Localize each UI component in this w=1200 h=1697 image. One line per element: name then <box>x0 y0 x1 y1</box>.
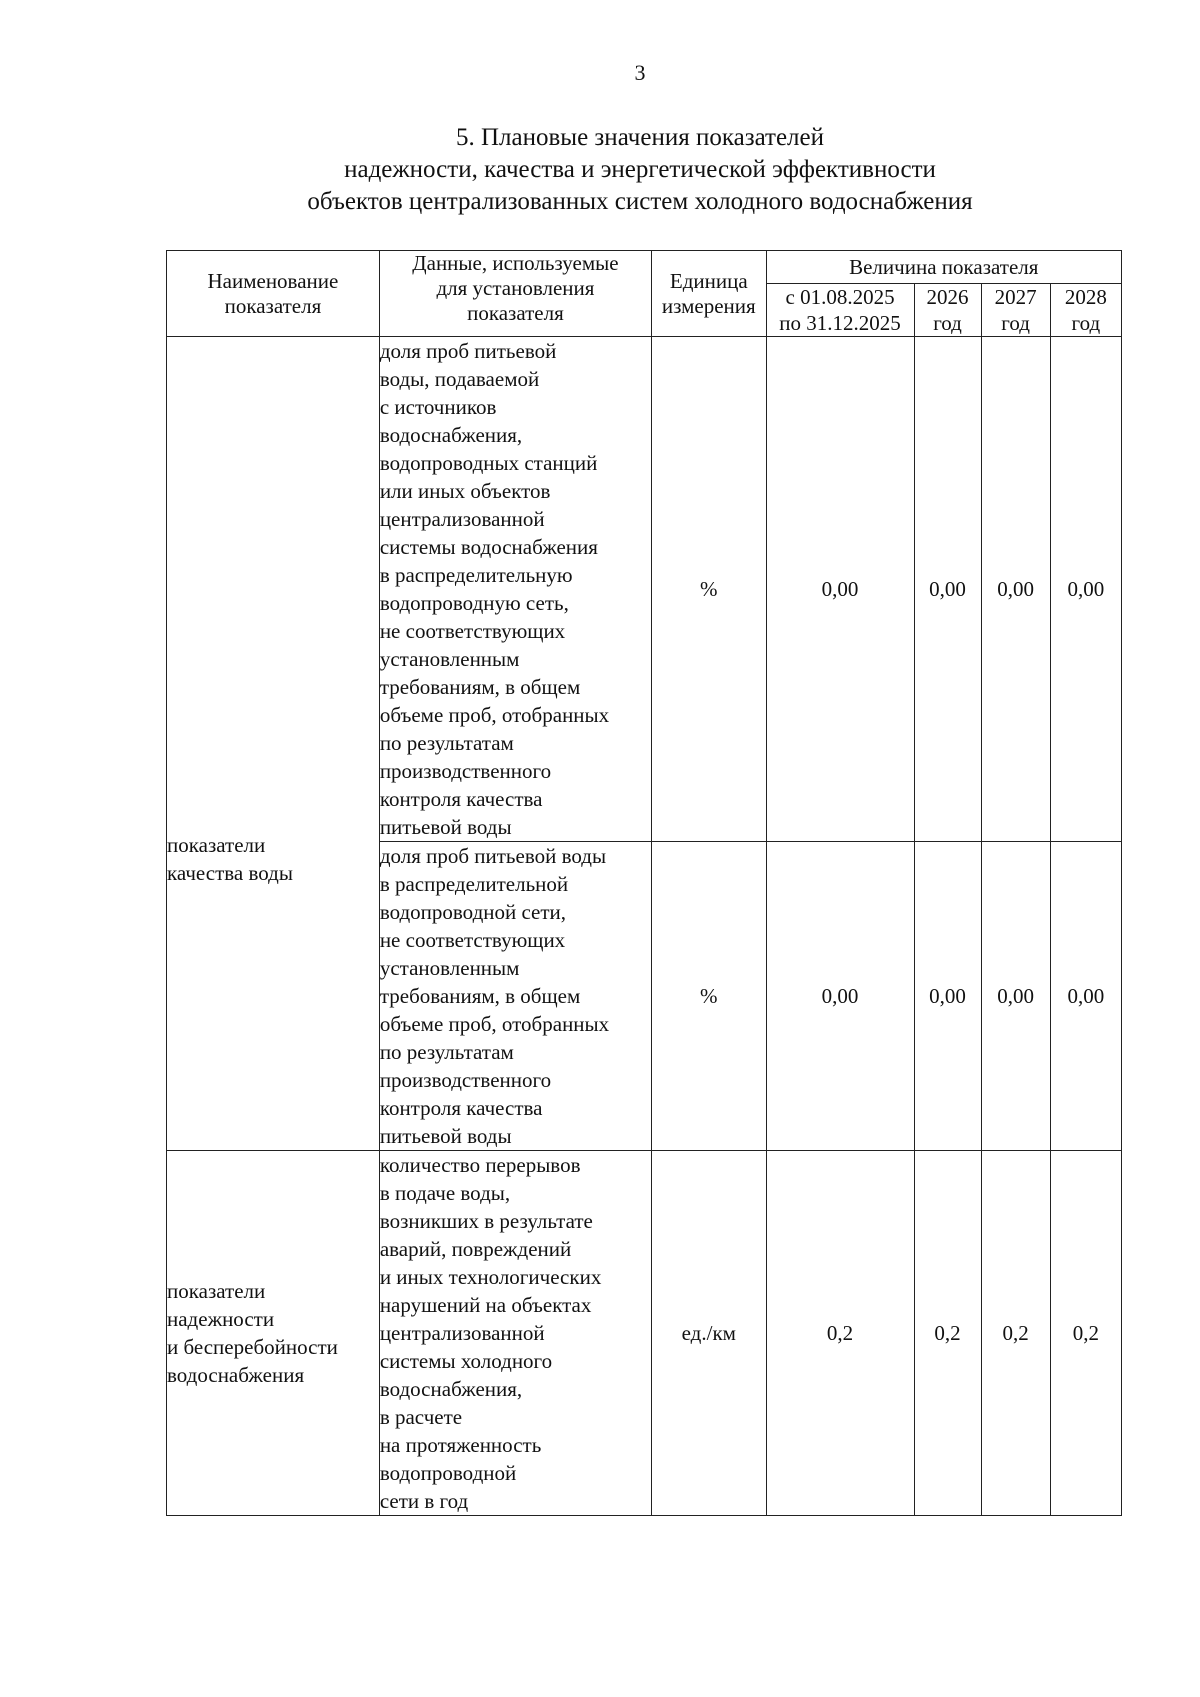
indicators-table <box>166 250 1122 1516</box>
header-name: Наименование показателя <box>167 251 380 337</box>
value-2026: 0,00 <box>914 337 981 842</box>
header-period-2026: 2026 год <box>914 284 981 337</box>
indicator-data: доля проб питьевой воды, подаваемой с источников водоснабжения, водопроводных станций или иных объектов централизованной системы водоснабжения в распределительную водопроводную сеть, не соответствующих установленным требованиям, в общем объеме проб, отобранных по результатам производственного контроля качества питьевой воды <box>379 337 651 842</box>
indicator-unit: ед./км <box>652 1151 767 1516</box>
value-2026: 0,2 <box>914 1151 981 1516</box>
indicator-name-water-quality: показатели качества воды <box>167 337 380 1151</box>
title-line-1: 5. Плановые значения показателей <box>455 124 825 151</box>
title-line-2: надежности, качества и энергетической эффективности <box>344 156 936 183</box>
indicator-data: доля проб питьевой воды в распределительной водопроводной сети, не соответствующих установленным требованиям, в общем объеме проб, отобранных по результатам производственного контроля качества питьевой воды <box>379 842 651 1151</box>
value-2026: 0,00 <box>914 842 981 1151</box>
header-period-2025: с 01.08.2025 по 31.12.2025 <box>766 284 914 337</box>
indicator-name-reliability: показатели надежности и бесперебойности водоснабжения <box>167 1151 380 1516</box>
header-unit: Единица измерения <box>652 251 767 337</box>
value-2027: 0,00 <box>981 842 1050 1151</box>
value-2028: 0,00 <box>1050 337 1121 842</box>
header-value-group: Величина показателя <box>766 251 1121 284</box>
value-2025: 0,00 <box>766 842 914 1151</box>
header-data: Данные, используемые для установления показателя <box>379 251 651 337</box>
indicator-unit: % <box>652 842 767 1151</box>
table-row <box>167 337 1122 842</box>
value-2027: 0,00 <box>981 337 1050 842</box>
value-2025: 0,2 <box>766 1151 914 1516</box>
value-2027: 0,2 <box>981 1151 1050 1516</box>
value-2028: 0,2 <box>1050 1151 1121 1516</box>
indicator-data: количество перерывов в подаче воды, возникших в результате аварий, повреждений и иных технологических нарушений на объектах централизованной системы холодного водоснабжения, в расчете на протяженность водопроводной сети в год <box>379 1151 651 1516</box>
page-number: 3 <box>634 60 646 85</box>
header-row-1 <box>167 251 1122 284</box>
title-line-3: объектов централизованных систем холодного водоснабжения <box>307 188 973 215</box>
header-period-2027: 2027 год <box>981 284 1050 337</box>
indicator-unit: % <box>652 337 767 842</box>
value-2025: 0,00 <box>766 337 914 842</box>
header-period-2028: 2028 год <box>1050 284 1121 337</box>
table-row <box>167 1151 1122 1516</box>
section-title <box>160 122 1120 218</box>
value-2028: 0,00 <box>1050 842 1121 1151</box>
